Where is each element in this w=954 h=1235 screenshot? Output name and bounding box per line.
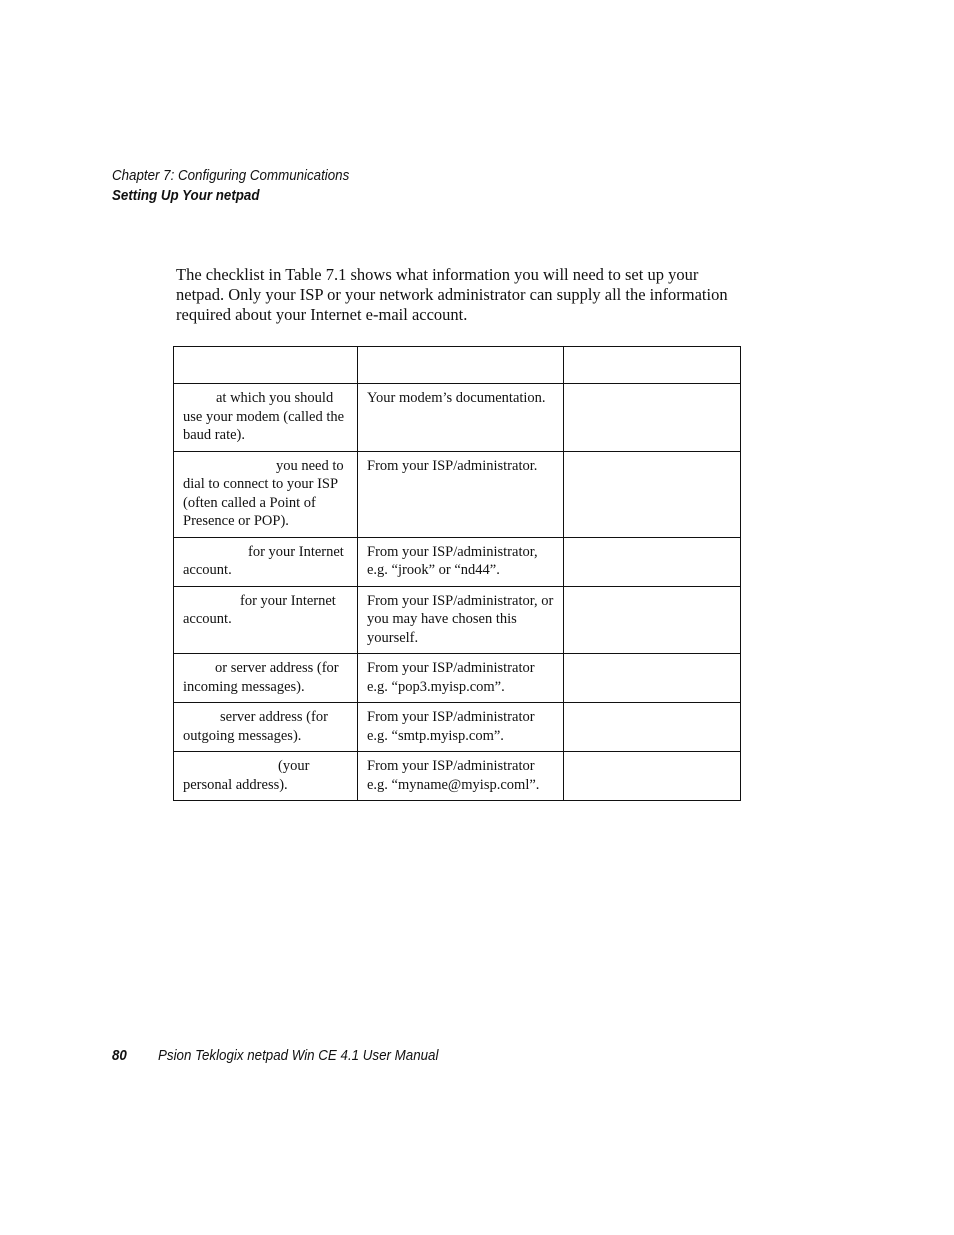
table-row	[174, 703, 741, 752]
running-footer	[112, 1046, 438, 1066]
value-cell	[564, 752, 741, 801]
item-text: you need to dial to connect to your ISP (often called a Point of Presence or POP).	[183, 457, 344, 529]
source-cell: From your ISP/administrator e.g. “pop3.myisp.com”.	[358, 654, 564, 703]
source-cell: Your modem’s documentation.	[358, 384, 564, 452]
table-row	[174, 586, 741, 654]
source-cell: From your ISP/administrator e.g. “smtp.myisp.com”.	[358, 703, 564, 752]
source-cell: From your ISP/administrator, e.g. “jrook” or “nd44”.	[358, 537, 564, 586]
item-text: for your Internet account.	[183, 592, 336, 627]
value-cell	[564, 654, 741, 703]
item-text: or server address (for incoming messages).	[183, 660, 339, 695]
manual-title: Psion Teklogix netpad Win CE 4.1 User Manual	[158, 1048, 439, 1064]
table-row	[174, 384, 741, 452]
header-cell	[358, 347, 564, 384]
section-title: Setting Up Your netpad	[112, 188, 260, 204]
source-cell: From your ISP/administrator, or you may have chosen this yourself.	[358, 586, 564, 654]
header-cell	[564, 347, 741, 384]
item-text: for your Internet account.	[183, 543, 344, 578]
item-cell	[174, 654, 358, 703]
value-cell	[564, 586, 741, 654]
table-row	[174, 451, 741, 537]
item-text: at which you should use your modem (called the baud rate).	[183, 390, 345, 443]
page-number: 80	[112, 1048, 127, 1064]
chapter-title: Chapter 7: Configuring Communications	[112, 168, 350, 184]
value-cell	[564, 703, 741, 752]
table-row	[174, 654, 741, 703]
source-cell: From your ISP/administrator e.g. “myname@myisp.coml”.	[358, 752, 564, 801]
source-cell: From your ISP/administrator.	[358, 451, 564, 537]
value-cell	[564, 537, 741, 586]
item-cell	[174, 752, 358, 801]
item-cell	[174, 451, 358, 537]
item-cell	[174, 586, 358, 654]
running-header	[112, 166, 349, 206]
table-header-row	[174, 347, 741, 384]
header-cell	[174, 347, 358, 384]
item-text: server address (for outgoing messages).	[183, 709, 328, 744]
table-row	[174, 537, 741, 586]
item-cell	[174, 703, 358, 752]
item-text: (your personal address).	[183, 758, 310, 793]
item-cell	[174, 537, 358, 586]
table-row	[174, 752, 741, 801]
intro-paragraph: The checklist in Table 7.1 shows what information you will need to set up your netpad. Only your ISP or your network administrator can supply all the information required about your Internet e-mail account.	[176, 265, 728, 324]
setup-checklist-table	[173, 346, 741, 801]
value-cell	[564, 384, 741, 452]
item-cell	[174, 384, 358, 452]
value-cell	[564, 451, 741, 537]
